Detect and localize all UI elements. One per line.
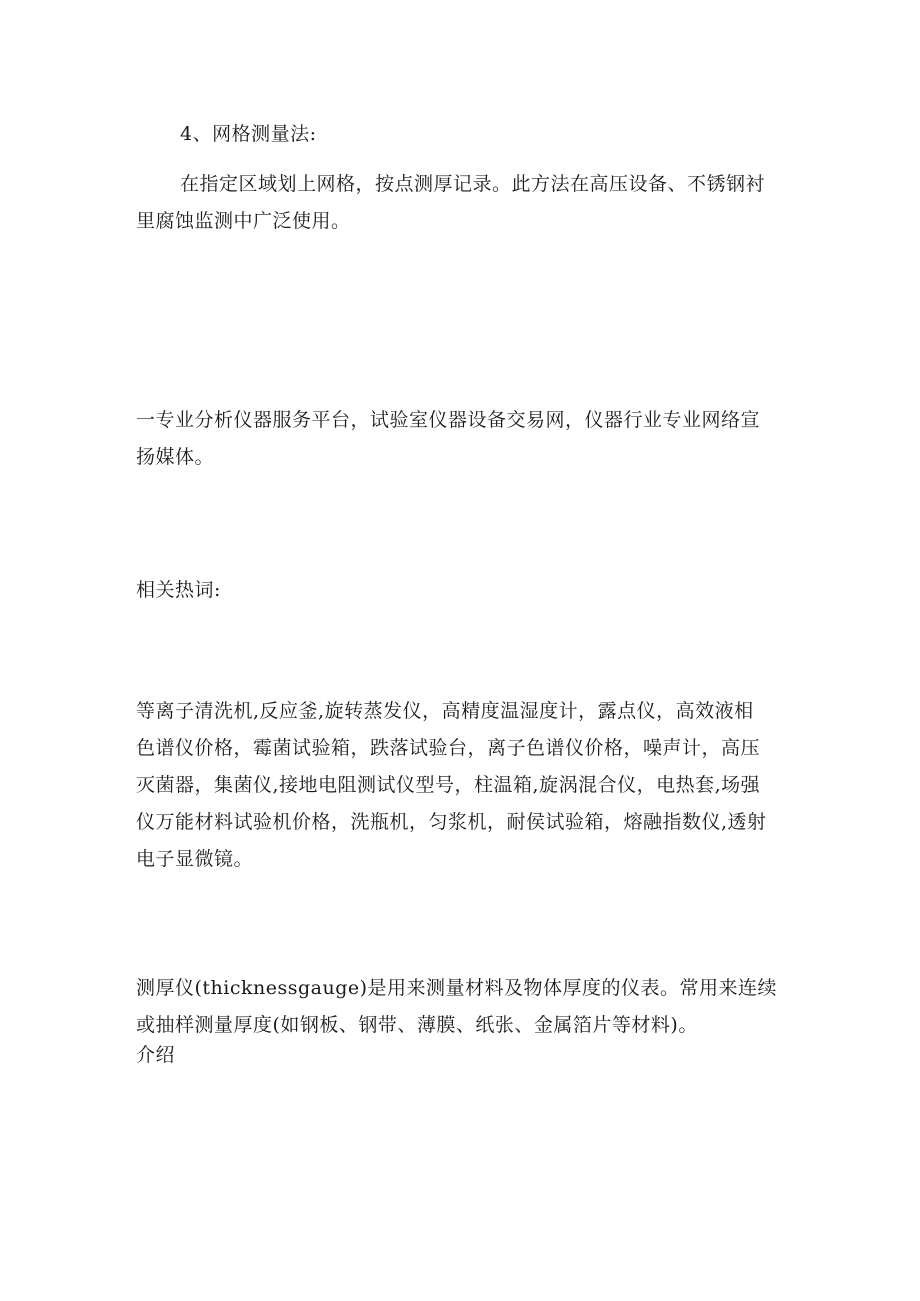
thickness-gauge-paragraph [136,970,788,1044]
keywords-label: 相关热词: [136,579,221,601]
paragraph-line: 里腐蚀监测中广泛使用。 [136,210,351,232]
section-heading: 4、网格测量法: [180,123,317,145]
keyword-line: 灭菌器，集菌仪,接地电阻测试仪型号，柱温箱,旋涡混合仪，电热套,场强 [136,774,761,796]
paragraph-line: 在指定区域划上网格，按点测厚记录。此方法在高压设备、不锈钢衬 [180,173,766,195]
paragraph-line: 测厚仪(thicknessgauge)是用来测量材料及物体厚度的仪表。常用来连续 [136,977,778,999]
grid-method-paragraph [136,166,788,240]
keyword-line: 色谱仪价格，霉菌试验箱，跌落试验台，离子色谱仪价格，噪声计，高压 [136,737,761,759]
paragraph-line: 或抽样测量厚度(如钢板、钢带、薄膜、纸张、金属箔片等材料)。 [136,1014,698,1036]
keywords-paragraph [136,693,788,878]
keyword-line: 电子显微镜。 [136,848,254,870]
paragraph-line: 扬媒体。 [136,446,215,468]
platform-paragraph [136,402,788,476]
keyword-line: 等离子清洗机,反应釜,旋转蒸发仪，高精度温湿度计，露点仪，高效液相 [136,700,754,722]
keyword-line: 仪万能材料试验机价格，洗瓶机，匀浆机，耐侯试验箱，熔融指数仪,透射 [136,811,767,833]
intro-label: 介绍 [136,1044,176,1066]
paragraph-line: 一专业分析仪器服务平台，试验室仪器设备交易网，仪器行业专业网络宣 [136,409,761,431]
